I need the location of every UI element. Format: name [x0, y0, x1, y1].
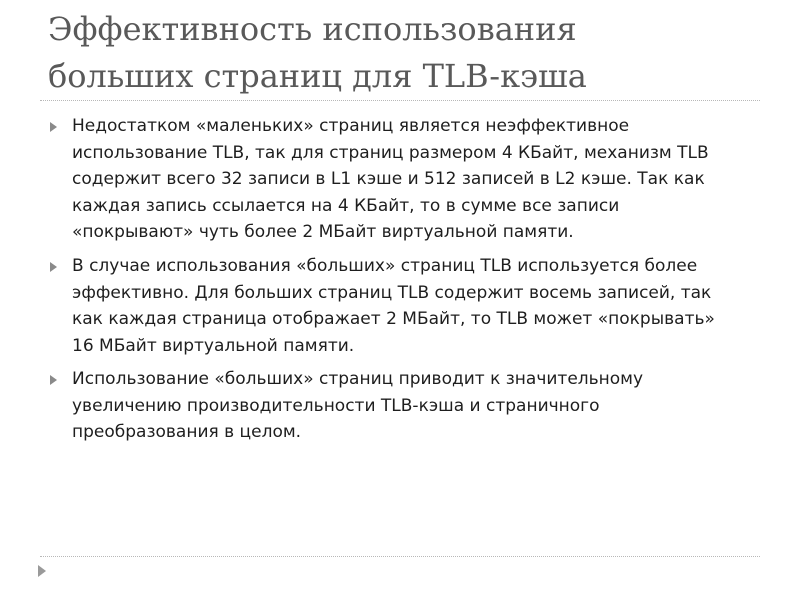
bullet-1-line-2: использование TLB, так для страниц размером 4 КБайт, механизм TLB: [72, 142, 709, 163]
triangle-bullet-icon: [50, 375, 57, 385]
triangle-right-icon[interactable]: [38, 565, 46, 577]
bullet-3-line-1: Использование «больших» страниц приводит к значительному: [72, 369, 644, 389]
bullet-2-line-3: как каждая страница отображает 2 МБайт, то TLB может «покрывать»: [72, 309, 715, 329]
bullet-2-line-2: эффективно. Для больших страниц TLB содержит восемь записей, так: [72, 282, 712, 303]
bullet-item-2: [72, 253, 752, 359]
bullet-item-1: [72, 113, 752, 246]
title-divider: [40, 100, 760, 101]
slide-title-line-1: Эффективность использования: [48, 10, 577, 48]
bullet-2-line-1: В случае использования «больших» страниц TLB используется более: [72, 256, 698, 276]
bullet-1-line-5: «покрывают» чуть более 2 МБайт виртуальной памяти.: [72, 222, 574, 242]
bullet-1-line-4: каждая запись ссылается на 4 КБайт, то в сумме все записи: [72, 195, 620, 216]
bullet-3-line-3: преобразования в целом.: [72, 422, 302, 442]
triangle-bullet-icon: [50, 262, 57, 272]
bullet-1-line-1: Недостатком «маленьких» страниц является неэффективное: [72, 116, 630, 136]
footer-divider: [40, 556, 760, 557]
bullet-1-line-3: содержит всего 32 записи в L1 кэше и 512 записей в L2 кэше. Так как: [72, 169, 705, 189]
bullet-3-line-2: увеличению производительности TLB-кэша и страничного: [72, 395, 600, 416]
triangle-bullet-icon: [50, 122, 57, 132]
bullet-2-line-4: 16 МБайт виртуальной памяти.: [72, 335, 355, 356]
bullet-item-3: [72, 366, 752, 446]
slide-title-line-2: больших страниц для TLB-кэша: [48, 57, 587, 95]
slide-title: [48, 6, 768, 100]
